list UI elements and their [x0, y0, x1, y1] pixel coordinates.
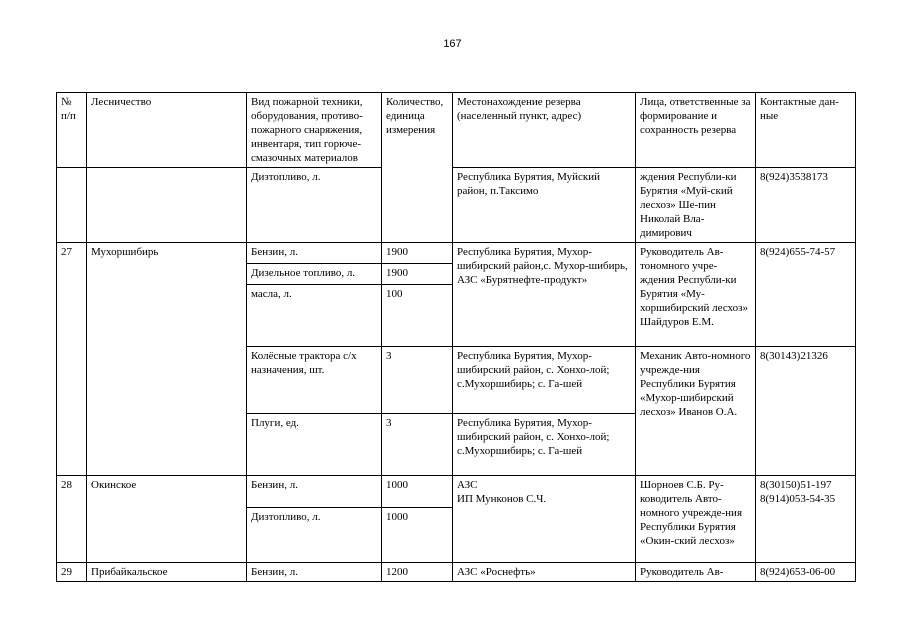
cell-quantity: 1200: [382, 563, 453, 582]
cell-contacts: 8(30143)21326: [756, 347, 856, 476]
cell-num: 29: [57, 563, 87, 582]
cell-location: Республика Бурятия, Мухор-шибирский район, с. Хонхо-лой; с.Мухоршибирь; с. Га-шей: [453, 347, 636, 414]
cell-equipment: масла, л.: [247, 285, 382, 347]
cell-equipment: Плуги, ед.: [247, 414, 382, 476]
cell-location: АЗС «Роснефть»: [453, 563, 636, 582]
cell-contacts: 8(30150)51-197 8(914)053-54-35: [756, 476, 856, 563]
cell-num: 28: [57, 476, 87, 563]
cell-responsible: Руководитель Ав-: [636, 563, 756, 582]
table-row: [57, 243, 856, 264]
cell-equipment: Бензин, л.: [247, 563, 382, 582]
cell-location: Республика Бурятия, Муйский район, п.Таксимо: [453, 168, 636, 243]
cell-location: АЗС ИП Мунконов С.Ч.: [453, 476, 636, 563]
cell-forestry: Мухоршибирь: [87, 243, 247, 476]
header-equipment: Вид пожарной техники, оборудования, противо-пожарного снаряжения, инвентаря, тип горюче-смазочных материалов: [247, 93, 382, 168]
cell-location: Республика Бурятия, Мухор-шибирский район,с. Мухор-шибирь, АЗС «Бурятнефте-продукт»: [453, 243, 636, 347]
cell-equipment: Дизтопливо, л.: [247, 508, 382, 563]
header-forestry: Лесничество: [87, 93, 247, 168]
cell-quantity: 3: [382, 347, 453, 414]
table-row: [57, 563, 856, 582]
cell-forestry: Прибайкальское: [87, 563, 247, 582]
header-responsible: Лица, ответственные за формирование и сохранность резерва: [636, 93, 756, 168]
cell-quantity: 100: [382, 285, 453, 347]
cell-contacts: 8(924)655-74-57: [756, 243, 856, 347]
fire-reserve-table: [56, 92, 856, 582]
cell-quantity: 3: [382, 414, 453, 476]
cell-location: Республика Бурятия, Мухор-шибирский район, с. Хонхо-лой; с.Мухоршибирь; с. Га-шей: [453, 414, 636, 476]
page-number: 167: [443, 38, 462, 50]
header-num: № п/п: [57, 93, 87, 168]
table-row-continuation: [57, 168, 856, 243]
table-row: [57, 476, 856, 508]
cell-equipment: Дизельное топливо, л.: [247, 264, 382, 285]
header-quantity: Количество, единица измерения: [382, 93, 453, 243]
cell-forestry: [87, 168, 247, 243]
cell-num: [57, 168, 87, 243]
cell-responsible: Шорноев С.Б. Ру-ководитель Авто-номного учрежде-ния Республики Бурятия «Окин-ский лесхоз»: [636, 476, 756, 563]
cell-quantity: 1000: [382, 476, 453, 508]
table-header-row: [57, 93, 856, 168]
cell-responsible: Руководитель Ав-тономного учре-ждения Республи-ки Бурятия «Му-хоршибирский лесхоз» Шайдуров Е.М.: [636, 243, 756, 347]
cell-contacts: 8(924)3538173: [756, 168, 856, 243]
header-contacts: Контактные дан-ные: [756, 93, 856, 168]
cell-responsible: Механик Авто-номного учрежде-ния Республики Бурятия «Мухор-шибирский лесхоз» Иванов О.А.: [636, 347, 756, 476]
cell-equipment: Бензин, л.: [247, 476, 382, 508]
header-location: Местонахождение резерва (населенный пункт, адрес): [453, 93, 636, 168]
cell-num: 27: [57, 243, 87, 476]
cell-equipment: Бензин, л.: [247, 243, 382, 264]
cell-responsible: ждения Республи-ки Бурятия «Муй-ский лесхоз» Ше-пин Николай Вла-димирович: [636, 168, 756, 243]
cell-quantity: 1900: [382, 243, 453, 264]
cell-forestry: Окинское: [87, 476, 247, 563]
cell-equipment: Дизтопливо, л.: [247, 168, 382, 243]
cell-quantity: 1900: [382, 264, 453, 285]
cell-equipment: Колёсные трактора с/х назначения, шт.: [247, 347, 382, 414]
cell-quantity: 1000: [382, 508, 453, 563]
cell-contacts: 8(924)653-06-00: [756, 563, 856, 582]
